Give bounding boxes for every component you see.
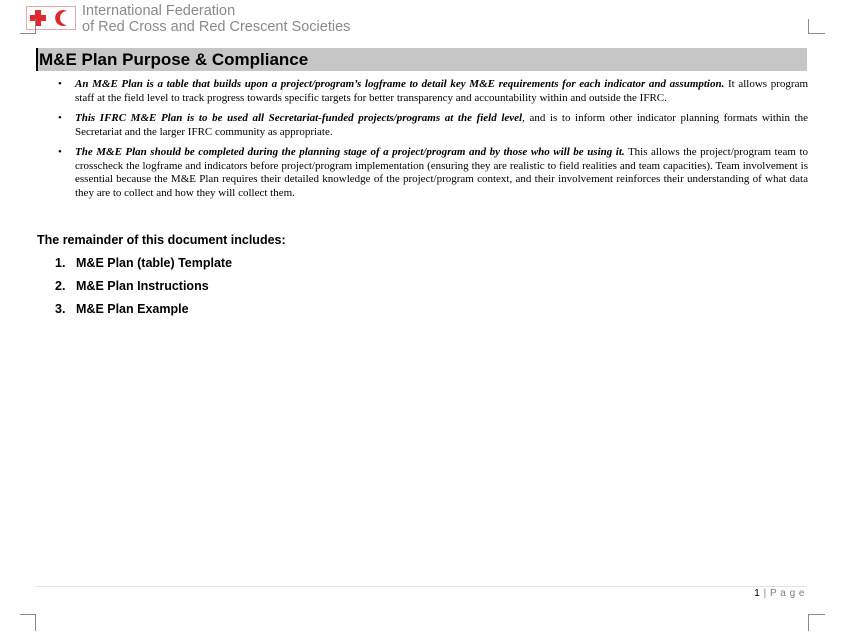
contents-label: M&E Plan Instructions: [76, 279, 209, 293]
bullet-icon: •: [58, 78, 62, 90]
contents-item: [55, 278, 232, 301]
crop-mark-top-right: [808, 19, 825, 34]
contents-list: [55, 255, 232, 324]
bullet-item: [58, 146, 808, 200]
page-label: P a g e: [769, 588, 805, 599]
page-footer: [754, 588, 805, 599]
bullet-lead: The M&E Plan should be completed during the planning stage of a project/program and by those who will be using it.: [75, 146, 625, 158]
bullet-text: This allows the project/program team to crosscheck the logframe and indicators before project/program implementation (ensuring they are realistic to field realities and team capacities). Team involvement is essential because the M&E Plan requires their detailed knowledge of the project/program context, and their involvement reinforces their understanding of what data they are to collect and how they will collect them.: [75, 146, 808, 199]
footer-divider: [36, 586, 807, 587]
bullet-item: [58, 112, 808, 139]
bullet-lead: This IFRC M&E Plan is to be used all Secretariat-funded projects/programs at the field level: [75, 112, 523, 124]
contents-item: [55, 255, 232, 278]
contents-label: M&E Plan (table) Template: [76, 256, 233, 270]
bullet-text: , and is to inform other indicator planning formats within the Secretariat and the larger IFRC community as appropriate.: [75, 112, 808, 138]
contents-number: 1.: [55, 256, 66, 270]
org-name-line1: International Federation: [82, 3, 236, 19]
red-crescent-icon: [54, 9, 72, 27]
contents-number: 3.: [55, 302, 66, 316]
crop-mark-bottom-left: [20, 614, 36, 631]
bullet-text: It allows program staff at the field level to track progress towards specific targets for better transparency and accountability within and outside the IFRC.: [75, 78, 809, 104]
org-name-line2: of Red Cross and Red Crescent Societies: [82, 19, 351, 35]
remainder-heading: The remainder of this document includes:: [37, 233, 286, 247]
footer-separator: |: [760, 588, 770, 599]
contents-item: [55, 301, 232, 324]
bullet-lead: An M&E Plan is a table that builds upon a project/program’s logframe to detail key M&E requirements for each indicator and assumption.: [75, 78, 725, 90]
organization-name: [82, 3, 350, 35]
crop-mark-top-left: [20, 19, 36, 34]
purpose-bullet-list: [58, 78, 808, 207]
bullet-item: [58, 78, 808, 105]
page-number: 1: [754, 588, 761, 599]
bullet-icon: •: [58, 146, 62, 158]
crop-mark-bottom-right: [808, 614, 825, 631]
section-heading: M&E Plan Purpose & Compliance: [36, 48, 807, 71]
contents-number: 2.: [55, 279, 66, 293]
bullet-icon: •: [58, 112, 62, 124]
contents-label: M&E Plan Example: [76, 302, 189, 316]
